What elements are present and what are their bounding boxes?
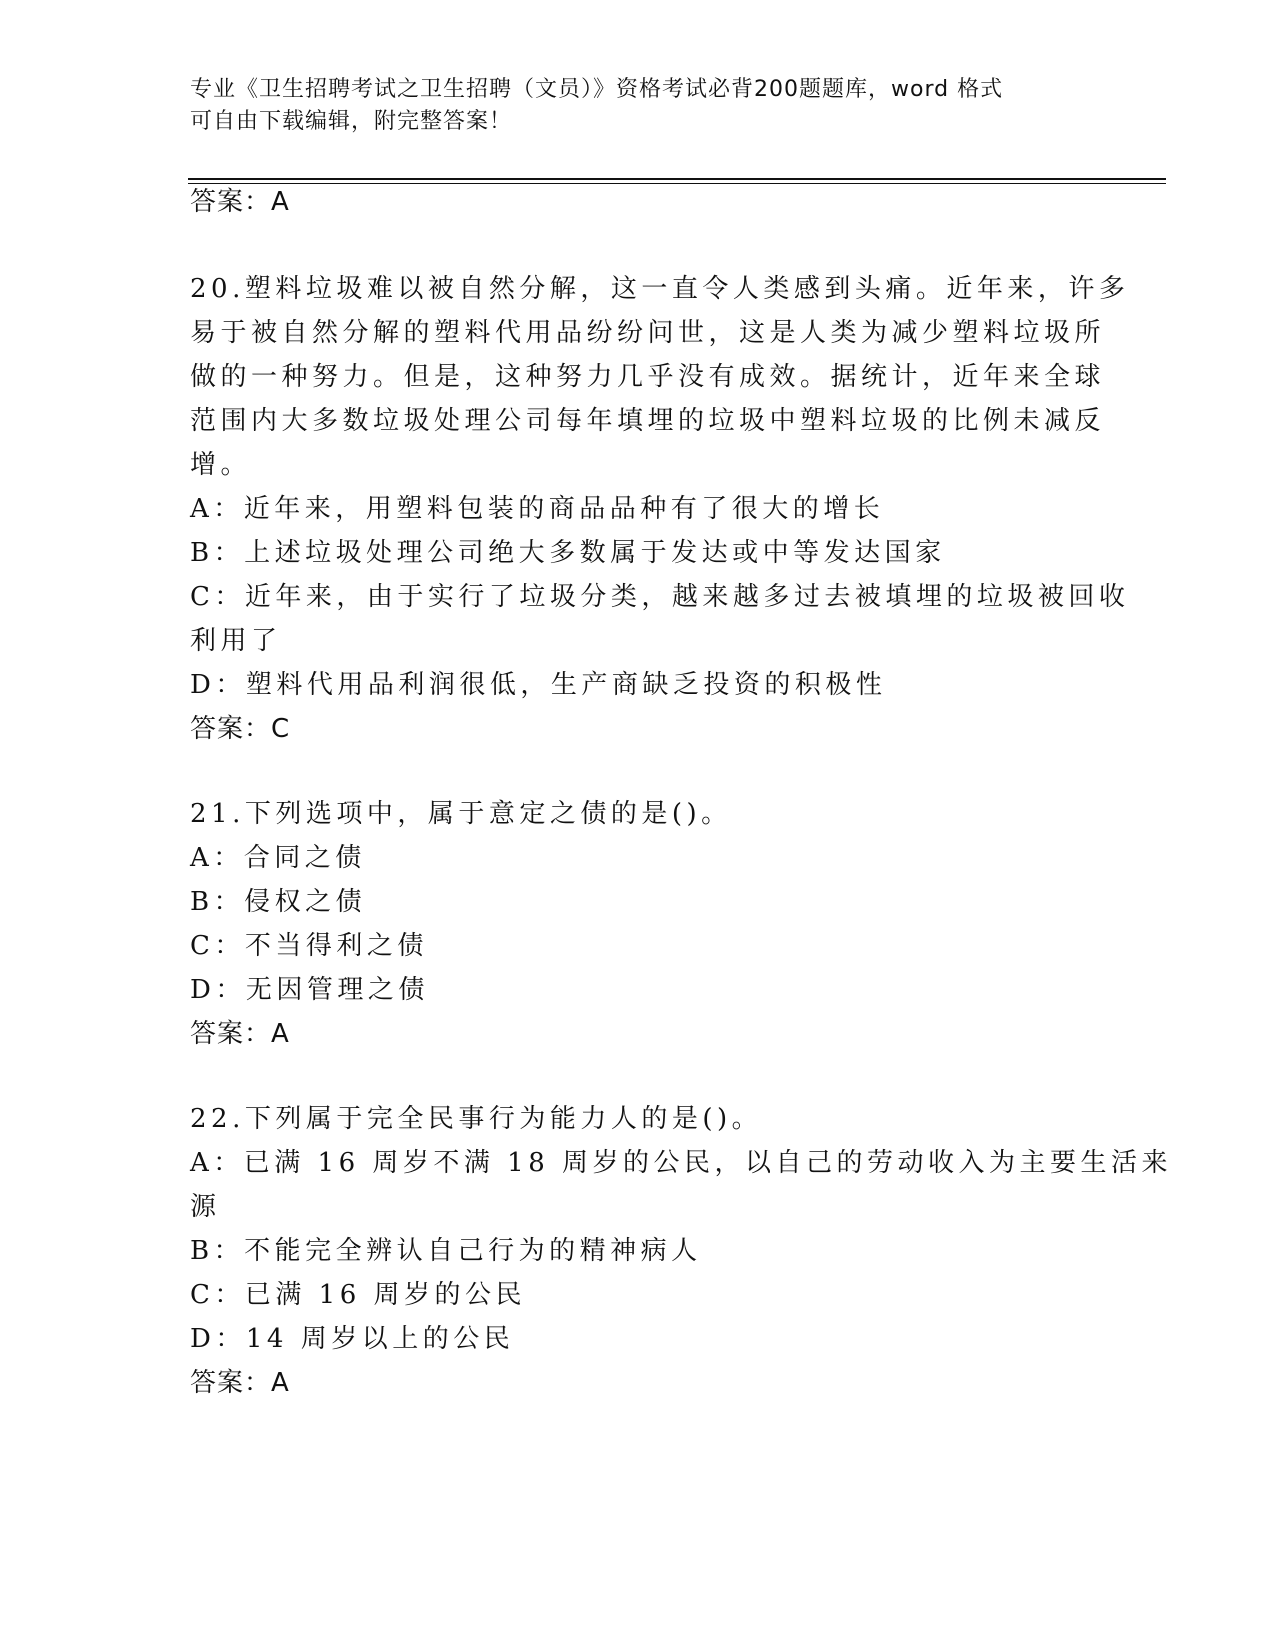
option-a: A：已满 16 周岁不满 18 周岁的公民，以自己的劳动收入为主要生活来 — [190, 1148, 1173, 1178]
question-stem-line: 20.塑料垃圾难以被自然分解，这一直令人类感到头痛。近年来，许多 — [190, 274, 1130, 304]
option-c: C：已满 16 周岁的公民 — [190, 1280, 527, 1310]
option-a-continued: 源 — [190, 1192, 221, 1222]
option-d: D：无因管理之债 — [190, 975, 429, 1005]
question-stem-line: 22.下列属于完全民事行为能力人的是()。 — [190, 1104, 763, 1134]
option-a: A：合同之债 — [190, 843, 366, 873]
answer: 答案：C — [190, 714, 291, 744]
question-stem-line: 21.下列选项中，属于意定之债的是()。 — [190, 799, 732, 829]
question-stem-line: 做的一种努力。但是，这种努力几乎没有成效。据统计，近年来全球 — [190, 362, 1106, 392]
option-d: D：塑料代用品利润很低，生产商缺乏投资的积极性 — [190, 670, 887, 700]
header-rule-thick — [188, 178, 1166, 180]
option-b: B：上述垃圾处理公司绝大多数属于发达或中等发达国家 — [190, 538, 946, 568]
answer: 答案：A — [190, 1019, 290, 1049]
option-b: B：不能完全辨认自己行为的精神病人 — [190, 1236, 702, 1266]
question-stem-line: 增。 — [190, 450, 252, 480]
header-line-1: 专业《卫生招聘考试之卫生招聘（文员）》资格考试必背200题题库，word 格式 — [190, 77, 1004, 102]
document-header — [190, 74, 1070, 138]
question-stem-line: 范围内大多数垃圾处理公司每年填埋的垃圾中塑料垃圾的比例未减反 — [190, 406, 1106, 436]
option-d: D：14 周岁以上的公民 — [190, 1324, 515, 1354]
option-c: C：近年来，由于实行了垃圾分类，越来越多过去被填埋的垃圾被回收 — [190, 582, 1130, 612]
option-c-continued: 利用了 — [190, 626, 282, 656]
option-c: C：不当得利之债 — [190, 931, 428, 961]
header-rule-thin — [188, 183, 1166, 184]
previous-answer: 答案：A — [190, 187, 290, 217]
option-a: A：近年来，用塑料包装的商品品种有了很大的增长 — [190, 494, 885, 524]
option-b: B：侵权之债 — [190, 887, 367, 917]
question-stem-line: 易于被自然分解的塑料代用品纷纷问世，这是人类为减少塑料垃圾所 — [190, 318, 1106, 348]
header-line-2: 可自由下载编辑，附完整答案！ — [190, 109, 513, 134]
answer: 答案：A — [190, 1368, 290, 1398]
